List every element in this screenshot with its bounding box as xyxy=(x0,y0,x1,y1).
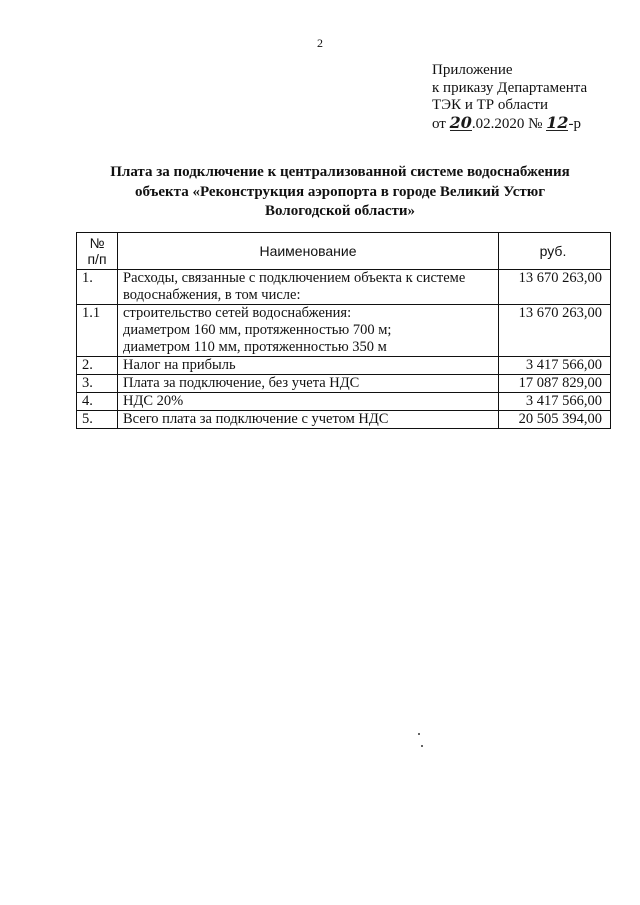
header-amount: руб. xyxy=(499,233,611,270)
row-name-line: строительство сетей водоснабжения: xyxy=(123,305,352,321)
page-number: 2 xyxy=(317,36,323,50)
appendix-department: ТЭК и ТР области xyxy=(432,97,548,113)
table-row xyxy=(77,270,611,305)
title-line-3: Вологодской области» xyxy=(264,203,416,219)
order-suffix: -р xyxy=(568,115,581,132)
row-name-line: диаметром 110 мм, протяженностью 350 м xyxy=(123,339,387,355)
appendix-block xyxy=(432,62,587,133)
date-prefix: от xyxy=(432,115,450,132)
table-row xyxy=(77,411,611,429)
title-line-2: объекта «Реконструкция аэропорта в городе Великий Устюг xyxy=(134,183,546,200)
table-row xyxy=(77,393,611,411)
row-name xyxy=(118,411,499,429)
fee-table xyxy=(76,232,611,429)
handwritten-day: 20 xyxy=(449,112,472,132)
row-number: 1.1 xyxy=(77,305,118,357)
header-num-label: п/п xyxy=(87,251,107,267)
row-amount: 13 670 263,00 xyxy=(499,270,611,305)
row-amount: 13 670 263,00 xyxy=(499,305,611,357)
row-number: 4. xyxy=(77,393,118,411)
row-name xyxy=(118,357,499,375)
header-name: Наименование xyxy=(118,233,499,270)
row-name-line: Налог на прибыль xyxy=(123,357,236,373)
row-number: 1. xyxy=(77,270,118,305)
scan-speck xyxy=(418,733,420,735)
row-amount: 20 505 394,00 xyxy=(499,411,611,429)
row-number: 5. xyxy=(77,411,118,429)
appendix-date-line xyxy=(432,112,587,134)
header-num xyxy=(77,233,118,270)
appendix-order-ref: к приказу Департамента xyxy=(432,79,588,96)
row-amount: 3 417 566,00 xyxy=(499,393,611,411)
document-title xyxy=(70,163,610,222)
row-amount: 3 417 566,00 xyxy=(499,357,611,375)
table-body xyxy=(77,270,611,429)
row-number: 2. xyxy=(77,357,118,375)
row-name xyxy=(118,393,499,411)
row-number: 3. xyxy=(77,375,118,393)
table-row xyxy=(77,357,611,375)
table-header-row xyxy=(77,233,611,270)
row-name-line: Плата за подключение, без учета НДС xyxy=(123,375,360,391)
row-name-line: диаметром 160 мм, протяженностью 700 м; xyxy=(123,322,392,338)
row-name xyxy=(118,305,499,357)
row-name-line: Всего плата за подключение с учетом НДС xyxy=(123,411,389,427)
row-name-line: НДС 20% xyxy=(123,393,184,409)
title-line-1: Плата за подключение к централизованной системе водоснабжения xyxy=(110,164,570,180)
row-amount: 17 087 829,00 xyxy=(499,375,611,393)
row-name xyxy=(118,270,499,305)
row-name-line: водоснабжения, в том числе: xyxy=(123,287,301,303)
date-rest: .02.2020 № xyxy=(471,115,547,132)
handwritten-order-number: 12 xyxy=(546,112,569,132)
table-row xyxy=(77,375,611,393)
appendix-label: Приложение xyxy=(432,62,513,78)
table-row xyxy=(77,305,611,357)
header-num-symbol: № xyxy=(89,235,105,251)
row-name-line: Расходы, связанные с подключением объекта к системе xyxy=(123,270,466,286)
scan-speck xyxy=(421,745,423,747)
row-name xyxy=(118,375,499,393)
